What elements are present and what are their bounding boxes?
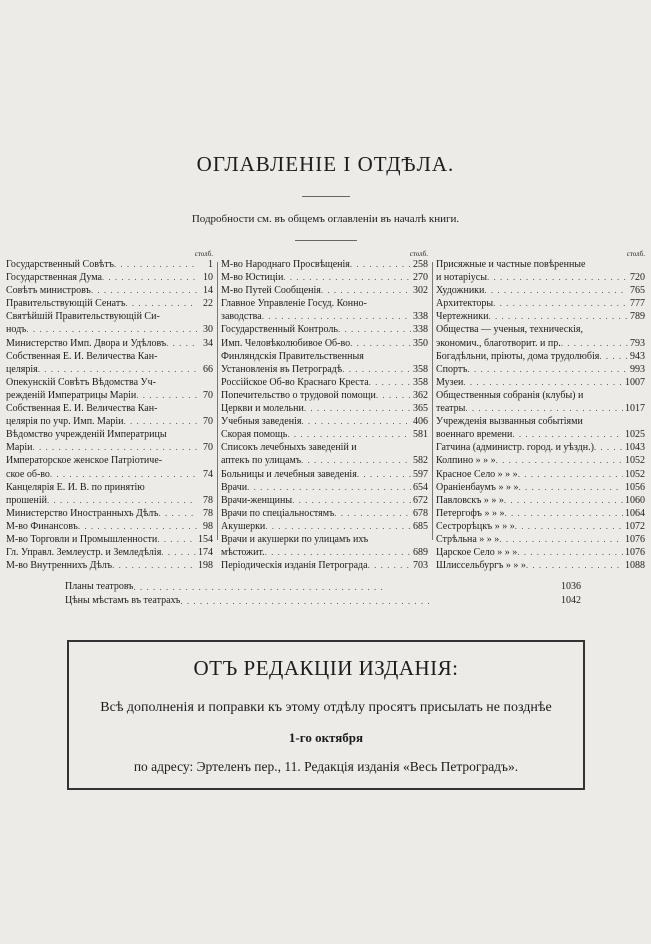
toc-entry <box>221 559 428 572</box>
dot-leader <box>493 297 628 310</box>
toc-entry <box>6 310 213 323</box>
toc-entry-title: нодъ <box>6 324 27 336</box>
toc-entry-title: Гл. Управл. Землеустр. и Земледѣлія <box>6 547 162 559</box>
toc-entry <box>221 481 428 494</box>
dot-leader <box>499 533 623 546</box>
toc-entry <box>6 297 213 310</box>
toc-entry-page: 720 <box>630 272 645 284</box>
toc-entry <box>221 454 428 467</box>
toc-entry-page: 14 <box>203 285 213 297</box>
toc-entry-title: заводства <box>221 311 262 323</box>
dot-leader <box>102 271 197 284</box>
toc-entry-page: 777 <box>630 298 645 310</box>
plans-entry <box>65 580 581 594</box>
toc-entry-page: 1052 <box>625 455 645 467</box>
toc-entry <box>221 350 428 363</box>
toc-entry <box>221 415 428 428</box>
toc-entry <box>6 494 213 507</box>
toc-entry-title: Государственный Контроль <box>221 324 338 336</box>
toc-entry-page: 678 <box>413 507 428 519</box>
toc-entry-title: аптекъ по улицамъ <box>221 455 302 467</box>
toc-entry-page: 70 <box>203 442 213 454</box>
dot-leader <box>78 520 197 533</box>
toc-entry-page: 406 <box>413 416 428 428</box>
dot-leader <box>369 376 411 389</box>
toc-entry <box>6 481 213 494</box>
dot-leader <box>487 271 628 284</box>
toc-entry-page: 1060 <box>625 494 645 506</box>
toc-column-2 <box>221 250 428 572</box>
toc-entry <box>436 533 645 546</box>
toc-entry <box>436 258 645 271</box>
dot-leader <box>334 507 411 520</box>
toc-entry <box>221 376 428 389</box>
toc-entry-title: экономич., благотворит. и пр. <box>436 337 561 349</box>
toc-entry-title: целярія по учр. Имп. Маріи <box>6 416 124 428</box>
column-head: столб. <box>194 250 213 258</box>
toc-entry-title: ское об-во <box>6 468 50 480</box>
toc-entry <box>436 441 645 454</box>
dot-leader <box>526 559 623 572</box>
toc-entry-page: 30 <box>203 324 213 336</box>
dot-leader <box>161 546 196 559</box>
toc-entry-page: 685 <box>413 520 428 532</box>
toc-entry-title: Акушерки <box>221 520 266 532</box>
toc-entry-title: Канцелярія Е. И. В. по принятію <box>6 481 145 493</box>
notice-address: по адресу: Эртеленъ пер., 11. Редакція изданія «Весь Петроградъ». <box>133 759 519 774</box>
toc-entry-page: 338 <box>413 324 428 336</box>
toc-entry-page: 765 <box>630 285 645 297</box>
toc-entry-title: Шлиссельбургъ » » » <box>436 560 526 572</box>
toc-entry <box>436 297 645 310</box>
toc-entry-title: Художники <box>436 285 485 297</box>
toc-entry-title: Гатчина (администр. город. и уѣздн.) <box>436 442 594 454</box>
dot-leader <box>496 454 623 467</box>
dot-leader <box>465 402 623 415</box>
toc-entry <box>6 546 213 559</box>
toc-entry <box>221 546 428 559</box>
toc-entry-page: 1 <box>208 259 213 270</box>
toc-entry-page: 1056 <box>625 481 645 493</box>
dot-leader <box>357 468 411 481</box>
toc-entry-page: 672 <box>413 494 428 506</box>
toc-entry <box>221 507 428 520</box>
toc-entry <box>221 323 428 336</box>
toc-entry-page: 1017 <box>625 403 645 415</box>
toc-entry <box>436 520 645 533</box>
toc-entry-page: 34 <box>203 337 213 349</box>
plans-entry-title: Планы театровъ <box>65 581 134 592</box>
toc-entry <box>6 363 213 376</box>
dot-leader <box>292 494 411 507</box>
dot-leader <box>247 481 411 494</box>
toc-entry-title: Правительствующій Сенатъ <box>6 298 126 310</box>
toc-entry-title: Церкви и молельни <box>221 403 304 415</box>
toc-entry <box>6 441 213 454</box>
dot-leader <box>287 428 411 441</box>
toc-entry-title: М-во Финансовъ <box>6 520 78 532</box>
dot-leader <box>594 441 623 454</box>
toc-entry-page: 654 <box>413 481 428 493</box>
toc-column-1 <box>6 250 213 572</box>
toc-entry <box>436 350 645 363</box>
dot-leader <box>283 271 411 284</box>
toc-entry <box>6 323 213 336</box>
dot-leader <box>91 284 197 297</box>
plans-entry <box>65 594 581 608</box>
dot-leader <box>342 363 411 376</box>
toc-entry <box>221 297 428 310</box>
toc-entry-page: 358 <box>413 376 428 388</box>
toc-entry <box>436 271 645 284</box>
toc-entry-title: Петергофъ » » » <box>436 507 505 519</box>
toc-entry <box>436 376 645 389</box>
toc-entry <box>436 389 645 402</box>
toc-entry-title: Россійское Об-во Краснаго Креста <box>221 376 369 388</box>
toc-entry-title: и нотаріусы <box>436 272 487 284</box>
toc-entry <box>436 363 645 376</box>
toc-entry-title: Врачи <box>221 481 248 493</box>
dot-leader <box>599 350 628 363</box>
toc-entry-page: 350 <box>413 337 428 349</box>
dot-leader <box>467 363 628 376</box>
dot-leader <box>166 337 197 350</box>
toc-entry-page: 10 <box>203 272 213 284</box>
toc-entry-page: 1072 <box>625 520 645 532</box>
dot-leader <box>26 323 197 336</box>
toc-entry-title: М-во Путей Сообщенія <box>221 285 321 297</box>
column-head: столб. <box>409 250 428 258</box>
dot-leader <box>350 258 411 271</box>
toc-entry-title: Врачи по спеціальностямъ <box>221 507 335 519</box>
toc-entry-title: Сестрорѣцкъ » » » <box>436 520 515 532</box>
dot-leader <box>38 363 197 376</box>
toc-entry <box>221 389 428 402</box>
toc-entry-title: Министерство Имп. Двора и Удѣловъ <box>6 337 167 349</box>
toc-entry-title: Врачи и акушерки по улицамъ ихъ <box>221 533 369 545</box>
dot-leader <box>338 323 411 336</box>
toc-entry <box>221 258 428 271</box>
toc-entry <box>6 428 213 441</box>
dot-leader <box>265 520 411 533</box>
dot-leader <box>488 310 628 323</box>
toc-entry-page: 789 <box>630 311 645 323</box>
toc-entry-page: 1076 <box>625 547 645 559</box>
toc-entry-title: Святѣйшій Правительствующій Си- <box>6 311 160 323</box>
toc-entry-title: Колпино » » » <box>436 455 496 467</box>
toc-entry-page: 1043 <box>625 442 645 454</box>
toc-entry <box>436 337 645 350</box>
dot-leader <box>504 507 623 520</box>
toc-entry-title: М-во Народнаго Просвѣщенія <box>221 259 350 270</box>
dot-leader <box>133 580 559 594</box>
toc-entry-title: Главное Управленіе Госуд. Конно- <box>221 298 367 310</box>
column-head: столб. <box>626 250 645 258</box>
toc-entry-page: 174 <box>198 547 213 559</box>
toc-entry-title: прошеній <box>6 494 47 506</box>
toc-entry <box>6 520 213 533</box>
toc-entry-page: 338 <box>413 311 428 323</box>
dot-leader <box>157 533 196 546</box>
toc-entry-page: 597 <box>413 468 428 480</box>
toc-entry-title: М-во Внутреннихъ Дѣлъ <box>6 560 113 572</box>
toc-column-3 <box>436 250 645 572</box>
toc-entry <box>6 468 213 481</box>
theatre-plans-list <box>65 580 581 608</box>
toc-entry <box>436 284 645 297</box>
toc-entry-title: Періодическія изданія Петрограда <box>221 560 368 572</box>
toc-entry-page: 1007 <box>625 376 645 388</box>
dot-leader <box>350 337 411 350</box>
toc-entry-page: 703 <box>413 560 428 572</box>
toc-entry <box>221 284 428 297</box>
toc-entry <box>436 481 645 494</box>
toc-entry-title: Присяжные и частные повѣренные <box>436 259 586 270</box>
dot-leader <box>158 507 197 520</box>
column-divider <box>217 262 218 540</box>
page-subtitle: Подробности см. въ общемъ оглавленіи въ началѣ книги. <box>191 213 460 225</box>
toc-entry <box>436 494 645 507</box>
toc-entry-page: 581 <box>413 429 428 441</box>
toc-entry-title: Богадѣльни, пріюты, дома трудолюбія <box>436 350 600 362</box>
toc-entry <box>6 271 213 284</box>
toc-entry <box>6 402 213 415</box>
toc-entry-title: Стрѣльна » » » <box>436 533 500 545</box>
toc-entry <box>221 494 428 507</box>
toc-entry <box>6 415 213 428</box>
toc-entry-title: Царское Село » » » <box>436 547 518 559</box>
toc-entry <box>221 363 428 376</box>
toc-entry-title: Попечительство о трудовой помощи <box>221 389 376 401</box>
toc-entry-page: 793 <box>630 337 645 349</box>
toc-entry-title: Архитекторы <box>436 298 494 310</box>
dot-leader <box>112 559 196 572</box>
toc-entry-title: Императорское женское Патріотиче- <box>6 455 163 467</box>
toc-entry <box>436 428 645 441</box>
toc-entry-title: Финляндскія Правительственныя <box>221 350 364 362</box>
notice-date: 1-го октября <box>288 730 364 745</box>
toc-entry-title: целярія <box>6 363 38 375</box>
toc-entry-page: 98 <box>203 520 213 532</box>
dot-leader <box>136 389 197 402</box>
toc-entry <box>6 350 213 363</box>
toc-entry-title: режденій Императрицы Маріи <box>6 389 137 401</box>
toc-entry <box>221 271 428 284</box>
toc-entry-page: 74 <box>203 468 213 480</box>
toc-entry <box>436 454 645 467</box>
toc-entry <box>6 454 213 467</box>
page-title: ОГЛАВЛЕНІЕ I ОТДѢЛА. <box>196 152 455 176</box>
dot-leader <box>50 468 197 481</box>
dot-leader <box>304 402 411 415</box>
dot-leader <box>47 494 197 507</box>
editorial-notice <box>67 640 585 790</box>
dot-leader <box>180 594 559 608</box>
toc-entry <box>221 441 428 454</box>
toc-entry-page: 70 <box>203 389 213 401</box>
toc-entry-title: Маріи <box>6 442 33 454</box>
plans-entry-page: 1036 <box>561 581 581 592</box>
dot-leader <box>518 481 623 494</box>
dot-leader <box>32 441 197 454</box>
toc-entry-page: 78 <box>203 494 213 506</box>
toc-entry <box>6 389 213 402</box>
toc-entry <box>221 468 428 481</box>
toc-entry-page: 689 <box>413 547 428 559</box>
toc-entry <box>221 428 428 441</box>
toc-entry-page: 70 <box>203 416 213 428</box>
toc-entry-page: 22 <box>203 298 213 310</box>
toc-entry-page: 582 <box>413 455 428 467</box>
dot-leader <box>515 520 623 533</box>
toc-entry-title: М-во Юстиціи <box>221 272 284 284</box>
toc-entry-page: 78 <box>203 507 213 519</box>
toc-entry-title: Учебныя заведенія <box>221 416 302 428</box>
toc-entry-title: Спортъ <box>436 363 468 375</box>
title-rule <box>302 196 350 197</box>
dot-leader <box>376 389 411 402</box>
toc-entry-title: М-во Торговли и Промышленности <box>6 533 158 545</box>
dot-leader <box>265 546 411 559</box>
toc-entry-title: Музеи <box>436 376 464 388</box>
toc-entry-title: Красное Село » » » <box>436 468 518 480</box>
dot-leader <box>125 297 197 310</box>
toc-entry-title: Имп. Человѣколюбивое Об-во <box>221 337 351 349</box>
toc-entry <box>436 559 645 572</box>
toc-entry <box>6 376 213 389</box>
dot-leader <box>463 376 623 389</box>
toc-entry-page: 154 <box>198 533 213 545</box>
toc-entry <box>436 310 645 323</box>
toc-entry-page: 365 <box>413 403 428 415</box>
toc-entry-title: Скорая помощь <box>221 429 288 441</box>
toc-entry-page: 302 <box>413 285 428 297</box>
toc-entry-title: Опекунскій Совѣтъ Вѣдомства Уч- <box>6 376 156 388</box>
toc-entry <box>6 559 213 572</box>
column-divider <box>432 262 433 540</box>
dot-leader <box>517 546 623 559</box>
toc-entry <box>6 507 213 520</box>
toc-entry-page: 1088 <box>625 560 645 572</box>
toc-entry-title: Учрежденія вызванныя событіями <box>436 416 583 428</box>
toc-entry-title: Собственная Е. И. Величества Кан- <box>6 403 158 415</box>
toc-entry-page: 1025 <box>625 429 645 441</box>
toc-entry-title: Общественныя собранія (клубы) и <box>436 389 584 401</box>
dot-leader <box>368 559 411 572</box>
toc-entry <box>6 258 213 271</box>
toc-entry <box>221 520 428 533</box>
toc-entry-page: 943 <box>630 350 645 362</box>
toc-entry-page: 198 <box>198 560 213 572</box>
toc-entry-page: 1052 <box>625 468 645 480</box>
toc-entry-title: Врачи-женщины <box>221 494 293 506</box>
toc-entry-page: 993 <box>630 363 645 375</box>
toc-entry <box>6 337 213 350</box>
toc-entry-title: Списокъ лечебныхъ заведеній и <box>221 442 357 454</box>
toc-entry <box>436 468 645 481</box>
toc-entry-title: Государственная Дума <box>6 272 102 284</box>
toc-entry-page: 258 <box>413 259 428 270</box>
dot-leader <box>504 494 623 507</box>
toc-entry-title: Больницы и лечебныя заведенія <box>221 468 357 480</box>
dot-leader <box>484 284 628 297</box>
toc-entry <box>6 533 213 546</box>
toc-entry-title: театры <box>436 403 466 415</box>
toc-entry <box>221 310 428 323</box>
dot-leader <box>512 428 623 441</box>
dot-leader <box>301 415 411 428</box>
toc-entry <box>436 507 645 520</box>
dot-leader <box>114 258 197 271</box>
toc-entry-page: 1076 <box>625 533 645 545</box>
toc-entry-page: 270 <box>413 272 428 284</box>
toc-entry <box>436 415 645 428</box>
toc-entry-title: Ораніенбаумъ » » » <box>436 481 519 493</box>
toc-entry <box>221 533 428 546</box>
toc-entry-title: Павловскъ » » » <box>436 494 504 506</box>
toc-entry-title: Установленія въ Петроградѣ <box>221 363 343 375</box>
toc-entry-title: Совѣтъ министровъ <box>6 285 91 297</box>
toc-entry-title: Вѣдомство учрежденій Императрицы <box>6 429 167 441</box>
dot-leader <box>321 284 411 297</box>
toc-entry-title: Собственная Е. И. Величества Кан- <box>6 350 158 362</box>
toc-entry-title: мѣстожит. <box>221 547 265 559</box>
toc-entry-title: Государственный Совѣтъ <box>6 259 114 270</box>
notice-text: Всѣ дополненія и поправки къ этому отдѣлу просятъ присылать не позднѣе <box>100 700 552 715</box>
dot-leader <box>262 310 411 323</box>
notice-title: ОТЪ РЕДАКЦІИ ИЗДАНІЯ: <box>193 656 459 680</box>
dot-leader <box>518 468 623 481</box>
toc-entry <box>6 284 213 297</box>
dot-leader <box>301 454 411 467</box>
toc-entry-page: 1064 <box>625 507 645 519</box>
toc-entry-title: военнаго времени <box>436 429 513 441</box>
toc-entry-page: 66 <box>203 363 213 375</box>
toc-entry <box>221 402 428 415</box>
toc-entry-page: 362 <box>413 389 428 401</box>
toc-entry-title: Чертежники <box>436 311 489 323</box>
toc-entry <box>436 402 645 415</box>
toc-entry <box>436 546 645 559</box>
toc-entry-page: 358 <box>413 363 428 375</box>
plans-entry-title: Цѣны мѣстамъ въ театрахъ <box>65 595 181 606</box>
toc-entry-title: Министерство Иностранныхъ Дѣлъ <box>6 507 159 519</box>
dot-leader <box>124 415 198 428</box>
toc-entry <box>221 337 428 350</box>
dot-leader <box>561 337 628 350</box>
subtitle-rule <box>295 240 357 241</box>
toc-entry-title: Общества — ученыя, техническія, <box>436 324 583 336</box>
toc-entry <box>436 323 645 336</box>
plans-entry-page: 1042 <box>561 595 581 606</box>
